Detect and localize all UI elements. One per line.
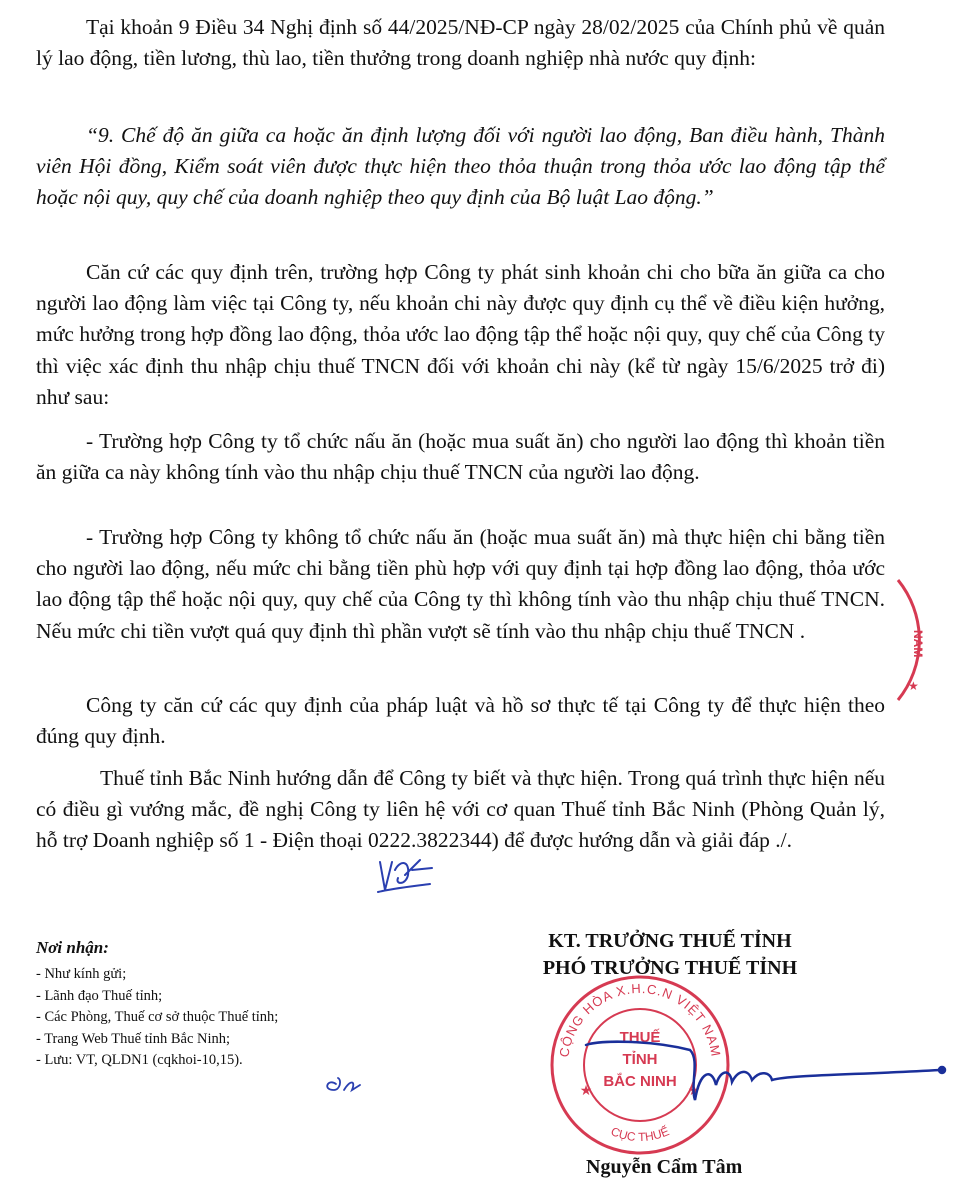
recipients-title: Nơi nhận: (36, 938, 109, 957)
paragraph-case-2: - Trường hợp Công ty không tổ chức nấu ăn (hoặc mua suất ăn) mà thực hiện chi bằng tiền cho người lao động, nếu mức chi bằng tiền phù hợp với quy định tại hợp đồng lao động, thỏa ước lao động tập thể hoặc nội quy, quy chế của Công ty thì không tính vào thu nhập chịu thuế TNCN. Nếu mức chi tiền vượt quá quy định thì phần vượt sẽ tính vào thu nhập chịu thuế TNCN . (36, 525, 885, 643)
paragraph-case-1: - Trường hợp Công ty tổ chức nấu ăn (hoặc mua suất ăn) cho người lao động thì khoản tiền ăn giữa ca này không tính vào thu nhập chịu thuế TNCN của người lao động. (36, 429, 885, 485)
paragraph-guidance: Thuế tỉnh Bắc Ninh hướng dẫn để Công ty biết và thực hiện. Trong quá trình thực hiện nếu có điều gì vướng mắc, đề nghị Công ty liên hệ với cơ quan Thuế tỉnh Bắc Ninh (Phòng Quản lý, hỗ trợ Doanh nghiệp số 1 - Điện thoại 0222.3822344) để được hướng dẫn và giải đáp ./. (36, 766, 885, 853)
seal-center-line2: TỈNH (622, 1051, 658, 1068)
svg-text:CỘNG HÒA X.H.C.N VIỆT NAM (556, 981, 723, 1058)
signer-name: Nguyễn Cẩm Tâm (586, 1156, 743, 1178)
recipient-item: - Lãnh đạo Thuế tỉnh; (36, 987, 163, 1004)
official-seal (552, 977, 728, 1153)
seal-bottom-text: CỤC THUẾ (608, 1124, 672, 1145)
paragraph-legal-basis: Tại khoản 9 Điều 34 Nghị định số 44/2025/NĐ-CP ngày 28/02/2025 của Chính phủ về quản lý lao động, tiền lương, thù lao, tiền thưởng trong doanh nghiệp nhà nước quy định: (36, 15, 885, 71)
initials-paraph (378, 860, 432, 892)
paragraph-compliance: Công ty căn cứ các quy định của pháp luật và hồ sơ thực tế tại Công ty để thực hiện theo đúng quy định. (36, 693, 885, 749)
seal-center-line1: THUẾ (619, 1029, 661, 1046)
star-icon: ★ (579, 1084, 593, 1099)
recipient-item: - Lưu: VT, QLDN1 (cqkhoi-10,15). (36, 1052, 243, 1068)
archive-initials (327, 1078, 360, 1090)
svg-text:CỤC THUẾ (609, 1123, 671, 1144)
seal-ring-text: CỘNG HÒA X.H.C.N VIỆT NAM (556, 980, 724, 1059)
star-icon: ★ (687, 1084, 701, 1099)
star-icon: ★ (908, 679, 919, 693)
paragraph-conclusion: Căn cứ các quy định trên, trường hợp Công ty phát sinh khoản chi cho bữa ăn giữa ca cho người lao động làm việc tại Công ty, nếu khoản chi này được quy định cụ thể về điều kiện hưởng, mức hưởng trong hợp đồng lao động, thỏa ước lao động tập thể hoặc nội quy, quy chế của Công ty thì việc xác định thu nhập chịu thuế TNCN đối với khoản chi này (kể từ ngày 15/6/2025 trở đi) như sau: (36, 260, 885, 409)
seal-center-line3: BẮC NINH (603, 1073, 677, 1090)
recipient-item: - Các Phòng, Thuế cơ sở thuộc Thuế tỉnh; (36, 1009, 279, 1025)
paragraph-quote: “9. Chế độ ăn giữa ca hoặc ăn định lượng đối với người lao động, Ban điều hành, Thành viên Hội đồng, Kiểm soát viên được thực hiện theo thỏa thuận trong thỏa ước lao động tập thể hoặc nội quy, quy chế của doanh nghiệp theo quy định của Bộ luật Lao động.” (36, 123, 885, 210)
edge-seal-fragment (898, 580, 925, 700)
recipient-item: - Trang Web Thuế tỉnh Bắc Ninh; (36, 1030, 231, 1047)
signature-title-line2: PHÓ TRƯỞNG THUẾ TỈNH (542, 957, 798, 979)
recipient-item: - Như kính gửi; (36, 966, 127, 982)
signature-title-line1: KT. TRƯỞNG THUẾ TỈNH (548, 930, 792, 952)
edge-seal-text: NAM (911, 630, 925, 658)
